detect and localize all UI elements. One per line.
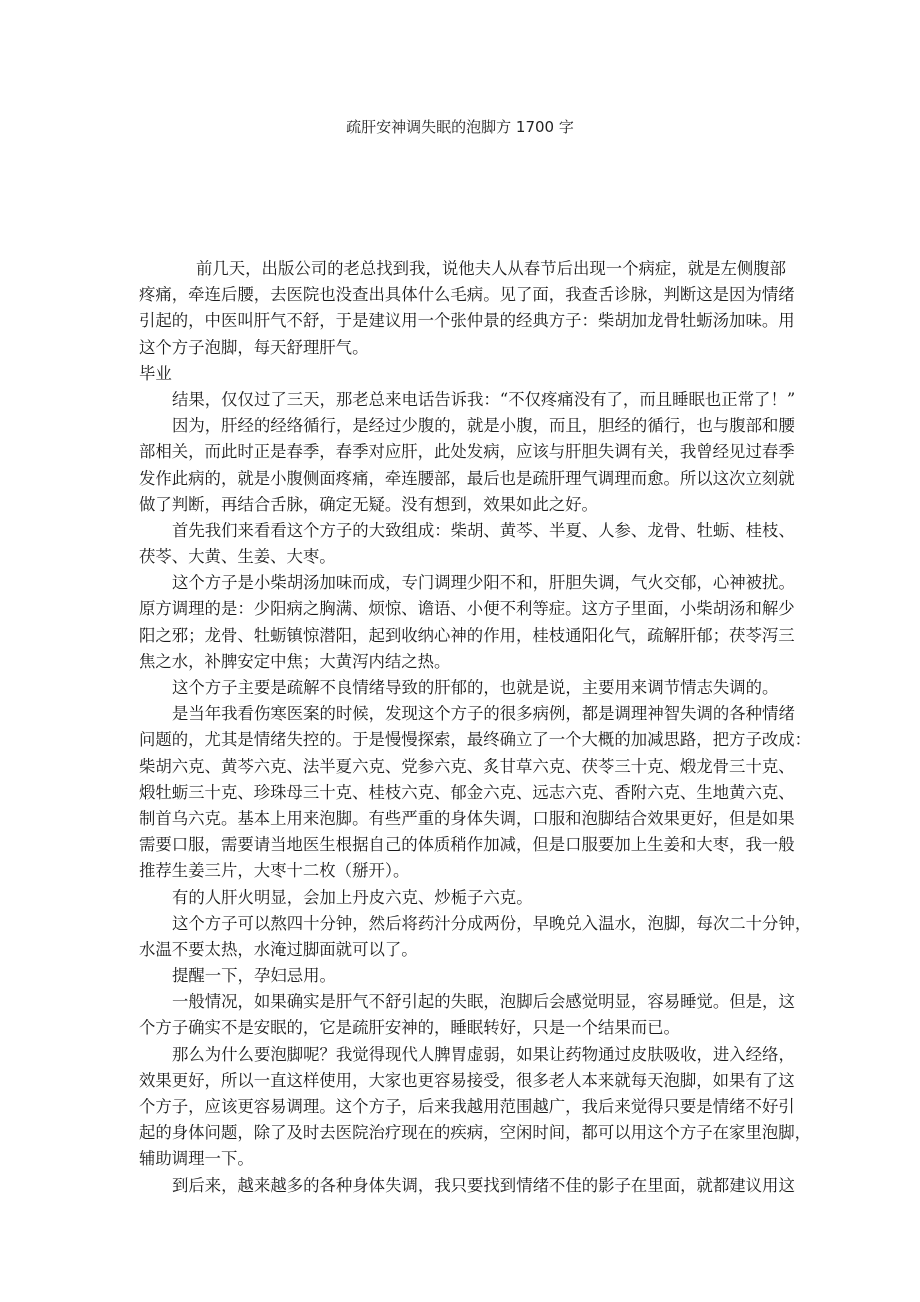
document-body xyxy=(139,256,812,1199)
text-line: 起的身体问题，除了及时去医院治疗现在的疾病，空闲时间，都可以用这个方子在家里泡脚， xyxy=(139,1123,812,1143)
paragraph xyxy=(139,518,795,570)
paragraph xyxy=(139,413,795,518)
paragraph xyxy=(139,675,783,701)
text-line: 原方调理的是：少阳病之胸满、烦惊、谵语、小便不利等症。这方子里面，小柴胡汤和解少 xyxy=(139,599,795,619)
text-line: 问题的，尤其是情绪失控的。于是慢慢探索，最终确立了一个大概的加减思路，把方子改成： xyxy=(139,730,812,750)
text-line: 辅助调理一下。 xyxy=(139,1149,254,1169)
text-line: 毕业 xyxy=(139,363,172,383)
text-line: 首先我们来看看这个方子的大致组成：柴胡、黄芩、半夏、人参、龙骨、牡蛎、桂枝、 xyxy=(172,520,795,540)
text-line: 这个方子主要是疏解不良情绪导致的肝郁的，也就是说，主要用来调节情志失调的。 xyxy=(172,678,779,697)
text-line: 引起的，中医叫肝气不舒，于是建议用一个张仲景的经典方子：柴胡加龙骨牡蛎汤加味。用 xyxy=(139,311,795,331)
text-line: 到后来，越来越多的各种身体失调，我只要找到情绪不佳的影子在里面，就都建议用这 xyxy=(172,1175,795,1195)
paragraph xyxy=(139,701,812,884)
text-line: 个方子确实不是安眠的，它是疏肝安神的，睡眠转好，只是一个结果而已。 xyxy=(139,1018,680,1038)
text-line: 煅牡蛎三十克、珍珠母三十克、桂枝六克、郁金六克、远志六克、香附六克、生地黄六克、 xyxy=(139,782,795,802)
text-line: 这个方子是小柴胡汤加味而成，专门调理少阳不和，肝胆失调，气火交郁，心神被扰。 xyxy=(172,573,795,593)
paragraph xyxy=(139,570,795,675)
text-line: 前几天，出版公司的老总找到我，说他夫人从春节后出现一个病症，就是左侧腹部 xyxy=(196,259,787,278)
text-line: 效果更好，所以一直这样使用，大家也更容易接受，很多老人本来就每天泡脚，如果有了这 xyxy=(139,1070,795,1090)
paragraph xyxy=(139,256,795,361)
text-line: 焦之水，补脾安定中焦；大黄泻内结之热。 xyxy=(139,651,451,671)
paragraph xyxy=(139,963,783,989)
text-line: 提醒一下，孕妇忌用。 xyxy=(172,966,336,986)
paragraph xyxy=(139,387,796,413)
text-line: 这个方子泡脚，每天舒理肝气。 xyxy=(139,337,369,357)
text-line: 结果，仅仅过了三天，那老总来电话告诉我：“不仅疼痛没有了，而且睡眠也正常了！” xyxy=(172,389,796,409)
text-line: 疼痛，牵连后腰，去医院也没查出具体什么毛病。见了面，我查舌诊脉，判断这是因为情绪 xyxy=(139,285,795,305)
text-line: 制首乌六克。基本上用来泡脚。有些严重的身体失调，口服和泡脚结合效果更好，但是如果 xyxy=(139,808,795,828)
text-line: 发作此病的，就是小腹侧面疼痛，牵连腰部，最后也是疏肝理气调理而愈。所以这次立刻就 xyxy=(139,468,795,488)
text-line: 茯苓、大黄、生姜、大枣。 xyxy=(139,547,336,567)
text-line: 有的人肝火明显，会加上丹皮六克、炒栀子六克。 xyxy=(172,887,533,907)
paragraph xyxy=(139,989,795,1041)
document-title: 疏肝安神调失眠的泡脚方 1700 字 xyxy=(346,118,574,136)
paragraph xyxy=(139,1042,812,1173)
text-line: 柴胡六克、黄芩六克、法半夏六克、党参六克、炙甘草六克、茯苓三十克、煅龙骨三十克、 xyxy=(139,756,795,776)
text-line: 个方子，应该更容易调理。这个方子，后来我越用范围越广，我后来觉得只要是情绪不好引 xyxy=(139,1097,795,1116)
text-line: 需要口服，需要请当地医生根据自己的体质稍作加减，但是口服要加上生姜和大枣，我一般 xyxy=(139,835,795,855)
text-line: 水温不要太热，水淹过脚面就可以了。 xyxy=(139,939,418,959)
paragraph xyxy=(139,1173,795,1199)
text-line: 这个方子可以熬四十分钟，然后将药汁分成两份，早晚兑入温水，泡脚，每次二十分钟， xyxy=(172,913,812,933)
text-line: 部相关，而此时正是春季，春季对应肝，此处发病，应该与肝胆失调有关，我曾经见过春季 xyxy=(139,442,795,462)
text-line: 是当年我看伤寒医案的时候，发现这个方子的很多病例，都是调理神智失调的各种情绪 xyxy=(172,704,795,724)
paragraph xyxy=(139,361,783,387)
text-line: 一般情况，如果确实是肝气不舒引起的失眠，泡脚后会感觉明显，容易睡觉。但是，这 xyxy=(172,992,795,1012)
text-line: 做了判断，再结合舌脉，确定无疑。没有想到，效果如此之好。 xyxy=(139,494,598,514)
paragraph xyxy=(139,885,783,911)
text-line: 推荐生姜三片，大枣十二枚（掰开）。 xyxy=(139,861,410,881)
paragraph xyxy=(139,911,812,963)
text-line: 因为，肝经的经络循行，是经过少腹的，就是小腹，而且，胆经的循行，也与腹部和腰 xyxy=(172,416,795,436)
text-line: 阳之邪；龙骨、牡蛎镇惊潜阳，起到收纳心神的作用，桂枝通阳化气，疏解肝郁；茯苓泻三 xyxy=(139,625,795,645)
text-line: 那么为什么要泡脚呢？我觉得现代人脾胃虚弱，如果让药物通过皮肤吸收，进入经络， xyxy=(172,1044,795,1064)
